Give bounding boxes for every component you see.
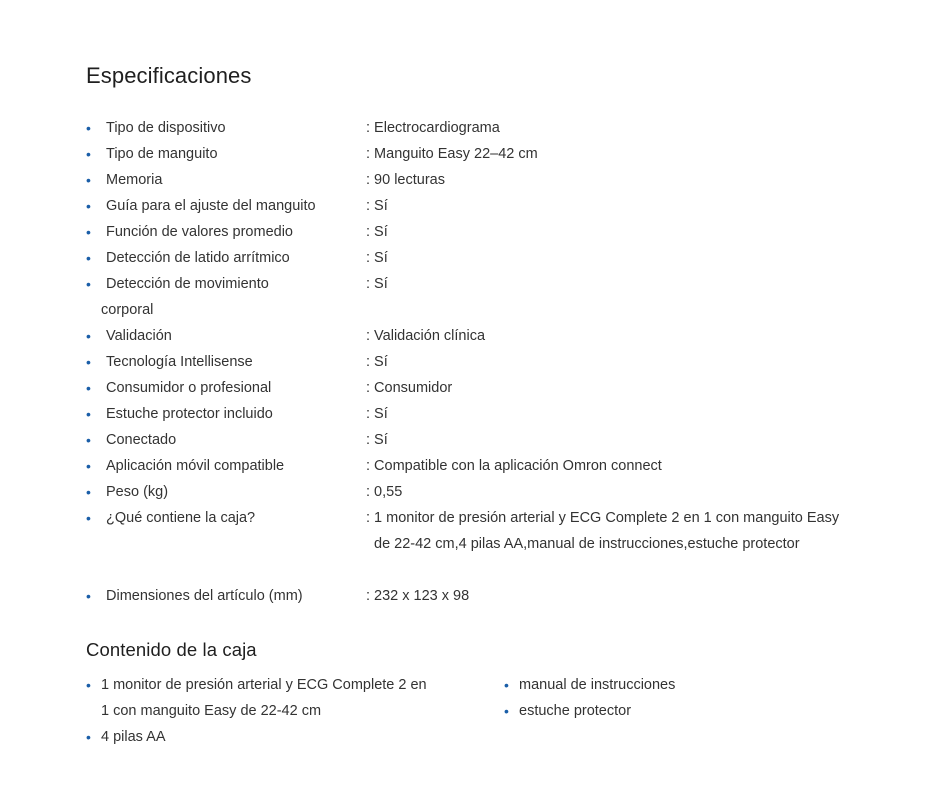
spec-row [86,583,866,609]
spec-label: Guía para el ajuste del manguito [106,198,316,214]
spec-row [86,193,866,219]
bullet-icon: • [86,588,91,604]
bullet-icon: • [86,120,91,136]
bullet-icon: • [86,146,91,162]
spec-row [86,167,866,193]
bullet-icon: • [504,677,509,693]
spec-label: Peso (kg) [106,484,169,500]
list-item [86,672,436,724]
spec-value: : Sí [366,198,388,214]
bullet-icon: • [86,250,91,266]
bullet-icon: • [86,406,91,422]
spec-row [86,115,866,141]
bullet-icon: • [86,198,91,214]
spec-row [86,401,866,427]
spec-value: : Sí [366,276,388,292]
box-contents-list-left [86,672,446,750]
box-contents-title: Contenido de la caja [86,639,257,660]
spec-row [86,505,866,583]
spec-row [86,219,866,245]
spec-value: : 0,55 [366,484,403,500]
spec-value: : Electrocardiograma [366,120,500,136]
spec-label: Memoria [106,172,163,188]
spec-label-continuation: corporal [101,302,154,318]
spec-value: : 1 monitor de presión arterial y ECG Complete 2 en 1 con manguito Easy de 22-42 cm,4 pilas AA,manual de instrucciones,estuche protector [366,510,840,552]
bullet-icon: • [504,703,509,719]
spec-value: : Sí [366,406,388,422]
spec-value: : Sí [366,250,388,266]
bullet-icon: • [86,224,91,240]
list-item-text: estuche protector [519,703,632,719]
list-item-text: 1 monitor de presión arterial y ECG Complete 2 en 1 con manguito Easy de 22-42 cm [101,677,427,719]
bullet-icon: • [86,328,91,344]
spec-row [86,245,866,271]
spec-value: : Consumidor [366,380,453,396]
spec-value: : Sí [366,354,388,370]
spec-label: Tipo de manguito [106,146,218,162]
spec-row [86,323,866,349]
spec-label: Consumidor o profesional [106,380,272,396]
spec-label: Validación [106,328,172,344]
spec-label: Estuche protector incluido [106,406,273,422]
list-item-text: manual de instrucciones [519,677,676,693]
spec-row [86,479,866,505]
specifications-title: Especificaciones [86,63,252,88]
spec-label: Dimensiones del artículo (mm) [106,588,303,604]
spec-label: Tecnología Intellisense [106,354,253,370]
spec-row [86,427,866,453]
list-item [504,672,844,698]
spec-row [86,349,866,375]
spec-row [86,453,866,479]
specifications-list [86,115,866,609]
bullet-icon: • [86,432,91,448]
bullet-icon: • [86,380,91,396]
box-contents-list-right [504,672,844,724]
bullet-icon: • [86,172,91,188]
spec-value: : Compatible con la aplicación Omron connect [366,458,662,474]
bullet-icon: • [86,729,91,745]
spec-value: : Manguito Easy 22–42 cm [366,146,538,162]
spec-row [86,271,866,323]
spec-value: : Sí [366,432,388,448]
spec-value: : Validación clínica [366,328,486,344]
bullet-icon: • [86,276,91,292]
spec-label [86,271,306,323]
spec-value: : Sí [366,224,388,240]
bullet-icon: • [86,458,91,474]
spec-row [86,375,866,401]
bullet-icon: • [86,510,91,526]
spec-label: Detección de latido arrítmico [106,250,290,266]
spec-label: Aplicación móvil compatible [106,458,285,474]
spec-label: Función de valores promedio [106,224,293,240]
bullet-icon: • [86,354,91,370]
spec-label: Conectado [106,432,177,448]
spec-label-line: Detección de movimiento [106,276,269,292]
spec-label: ¿Qué contiene la caja? [106,510,256,526]
spec-value: : 232 x 123 x 98 [366,588,470,604]
list-item [504,698,844,724]
bullet-icon: • [86,484,91,500]
spec-label: Tipo de dispositivo [106,120,226,136]
list-item [86,724,446,750]
bullet-icon: • [86,677,91,693]
spec-value: : 90 lecturas [366,172,445,188]
list-item-text: 4 pilas AA [101,729,166,745]
spec-row [86,141,866,167]
